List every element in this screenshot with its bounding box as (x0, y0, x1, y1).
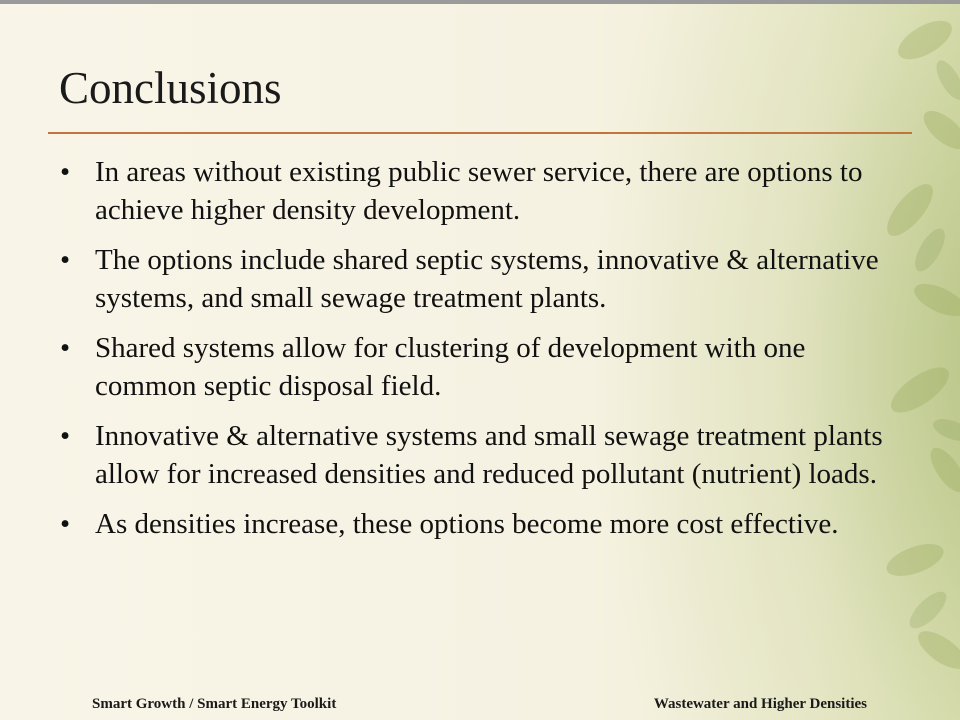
bullet-icon: • (60, 244, 71, 276)
bullet-text: In areas without existing public sewer service, there are options to achieve higher density development. (95, 156, 863, 226)
bullet-text: Innovative & alternative systems and small sewage treatment plants allow for increased densities and reduced pollutant (nutrient) loads. (95, 420, 883, 490)
bullet-item (60, 505, 910, 543)
title-underline (48, 132, 912, 134)
footer-left-text: Smart Growth / Smart Energy Toolkit (92, 696, 337, 712)
slide-title: Conclusions (59, 63, 282, 113)
bullet-icon: • (60, 420, 71, 452)
bullet-item (60, 241, 910, 317)
footer-right-text: Wastewater and Higher Densities (653, 696, 867, 712)
bullet-text: As densities increase, these options become more cost effective. (95, 508, 839, 540)
bullet-item (60, 153, 910, 229)
bullet-list (60, 153, 910, 555)
bullet-item (60, 417, 910, 493)
bullet-item (60, 329, 910, 405)
top-border (0, 0, 960, 4)
bullet-icon: • (60, 156, 71, 188)
bullet-icon: • (60, 508, 71, 540)
bullet-text: Shared systems allow for clustering of development with one common septic disposal field. (95, 332, 806, 402)
bullet-icon: • (60, 332, 71, 364)
bullet-text: The options include shared septic systems, innovative & alternative systems, and small sewage treatment plants. (95, 244, 879, 314)
